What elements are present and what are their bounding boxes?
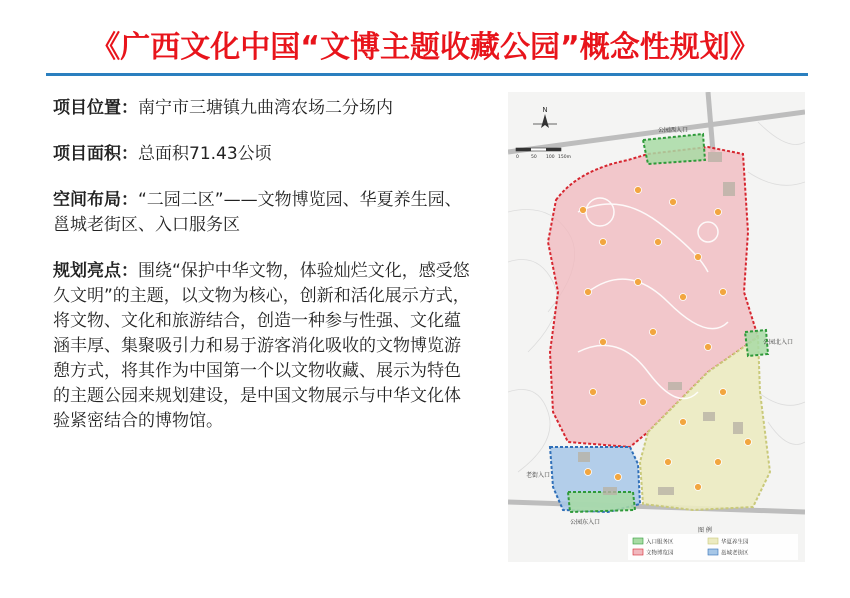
legend-label-relics: 文物博览园 (646, 550, 674, 557)
entrance-label-north: 公园北入口 (763, 339, 794, 346)
highlights-label: 规划亮点： (53, 261, 138, 281)
legend-label-entrance: 入口服务区 (646, 539, 674, 546)
zone-entrance-north (643, 134, 705, 164)
legend-label-oldstreet: 邕城老街区 (721, 550, 749, 557)
highlights-paragraph (53, 259, 471, 434)
layout-label: 空间布局： (53, 190, 138, 210)
entrance-label-oldstreet: 老街入口 (526, 472, 551, 479)
scale-bar (516, 148, 571, 160)
legend-label-wellness: 华夏养生园 (721, 539, 749, 546)
area-label: 项目面积： (53, 144, 138, 164)
location-paragraph (53, 96, 471, 121)
legend-title: 图 例 (698, 527, 712, 534)
svg-text:N: N (542, 106, 548, 114)
svg-text:50: 50 (531, 155, 537, 160)
legend-swatch-relics (633, 549, 643, 555)
highlights-text: 围绕“保护中华文物，体验灿烂文化，感受悠久文明”的主题，以文物为核心，创新和活化展示方式，将文物、文化和旅游结合，创造一种参与性强、文化蕴涵丰厚、集聚吸引力和易于游客消化吸收的文物博览游憩方式，将其作为中国第一个以文物收藏、展示为特色的主题公园来规划建设，是中国文物展示与中华文化体验紧密结合的博物馆。 (53, 261, 470, 431)
zone-entrance-south (568, 492, 635, 512)
layout-text: “二园二区”——文物博览园、华夏养生园、邕城老街区、入口服务区 (53, 190, 462, 235)
entrance-label-east: 公园东入口 (570, 519, 601, 526)
north-arrow-icon (533, 106, 557, 128)
project-info (53, 96, 471, 455)
svg-text:0: 0 (516, 155, 519, 160)
legend-swatch-wellness (708, 538, 718, 544)
page-title: 《广西文化中国“文博主题收藏公园”概念性规划》 (90, 30, 760, 65)
map-legend (628, 526, 798, 560)
svg-text:150m: 150m (558, 155, 571, 160)
svg-text:100: 100 (546, 155, 555, 160)
legend-swatch-entrance (633, 538, 643, 544)
entrance-label-west: 公园西入口 (658, 127, 689, 134)
layout-paragraph (53, 188, 471, 238)
site-plan-map (508, 92, 805, 562)
location-label: 项目位置： (53, 98, 138, 118)
title-divider (46, 73, 808, 76)
area-paragraph (53, 142, 471, 167)
area-text: 总面积71.43公顷 (138, 144, 272, 164)
location-text: 南宁市三塘镇九曲湾农场二分场内 (138, 98, 393, 118)
legend-swatch-oldstreet (708, 549, 718, 555)
site-plan-svg (508, 92, 805, 562)
